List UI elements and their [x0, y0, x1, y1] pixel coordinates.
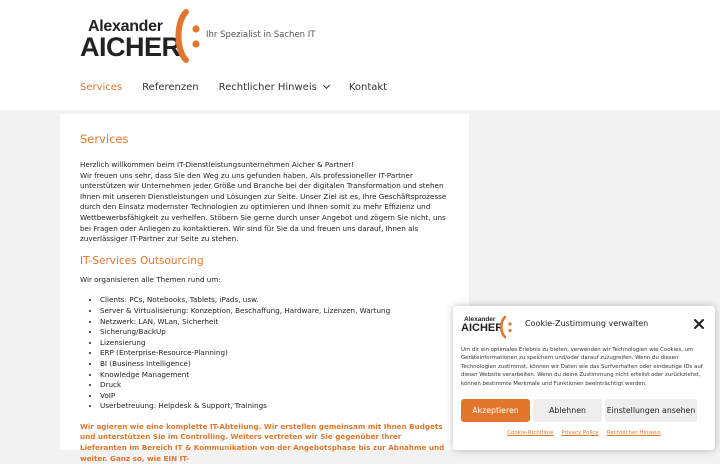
list-item: • Userbetreuung: Helpdesk & Support, Trainings — [100, 401, 449, 412]
intro-paragraph — [80, 160, 449, 245]
site-logo[interactable] — [80, 10, 205, 62]
cookie-links — [453, 430, 715, 436]
logo-bracket-icon — [499, 316, 513, 338]
close-icon[interactable] — [693, 318, 705, 330]
nav-item-label: Referenzen — [142, 81, 199, 93]
section-heading-outsourcing: IT-Services Outsourcing — [80, 254, 204, 267]
cookie-description: Um dir ein optimales Erlebnis zu bieten, verwenden wir Technologien wie Cookies, um Geräteinformationen zu speichern und/oder darauf zuzugreifen. Wenn du diesen Technologien zustimmst, können wir Daten wie das Surfverhalten oder eindeutige IDs auf dieser Website verarbeiten. Wenn du deine Zustimmung nicht erteilst oder zurückziehst, können bestimmte Merkmale und Funktionen beeinträchtigt werden. — [461, 347, 703, 387]
list-item: • ERP (Enterprise-Resource-Planning) — [100, 348, 449, 359]
site-header — [0, 0, 720, 110]
cookie-logo-last-name: AICHER — [461, 322, 504, 334]
page-title: Services — [80, 132, 129, 146]
nav-item-kontakt[interactable] — [339, 72, 397, 102]
list-item: • Netzwerk: LAN, WLan, Sicherheit — [100, 317, 449, 328]
nav-item-services[interactable] — [70, 72, 132, 102]
intro-welcome: Herzlich willkommen beim IT-Dienstleistungsunternehmen Aicher & Partner! — [80, 160, 354, 169]
list-item: • VoIP — [100, 391, 449, 402]
cookie-button-row — [461, 399, 707, 422]
list-item: • Sicherung/BackUp — [100, 327, 449, 338]
main-content — [60, 114, 469, 463]
cookie-dialog-title: Cookie-Zustimmung verwalten — [525, 319, 649, 328]
list-intro: Wir organisieren alle Themen rund um: — [80, 274, 221, 284]
logo-first-name: Alexander — [88, 18, 163, 35]
list-item: • Druck — [100, 380, 449, 391]
deny-button[interactable]: Ablehnen — [533, 399, 602, 422]
nav-item-rechtlicher-hinweis[interactable] — [209, 72, 339, 102]
cookie-logo — [461, 314, 511, 336]
view-settings-button[interactable]: Einstellungen ansehen — [605, 399, 697, 422]
main-nav — [70, 72, 397, 102]
site-tagline: Ihr Spezialist in Sachen IT — [206, 30, 316, 40]
logo-bracket-icon — [172, 10, 202, 62]
chevron-down-icon — [323, 82, 330, 89]
list-item: • Clients: PCs, Notebooks, Tablets, iPads, usw. — [100, 295, 449, 306]
intro-body: Wir freuen uns sehr, dass Sie den Weg zu uns gefunden haben. Als professioneller IT-Partner unterstützen wir Unternehmen jeder Größe und Branche bei der digitalen Transformation und stehen Ihnen mit unseren Dienstleistungen und Lösungen zur Seite. Unser Ziel ist es, Ihre Geschäftsprozesse durch den Einsatz modernster Technologien zu optimieren und Ihnen somit zu mehr Effizienz und Wettbewerbsfähigkeit zu verhelfen. Stöbern Sie gerne durch unser Angebot und zögern Sie nicht, uns bei Fragen oder Anliegen zu kontaktieren. Wir sind für Sie da und freuen uns darauf, Ihnen als zuverlässiger IT-Partner zur Seite zu stehen. — [80, 170, 447, 244]
legal-notice-link[interactable]: Rechtlicher Hinweis — [606, 430, 661, 436]
highlight-paragraph: Wir agieren wie eine komplette IT-Abteilung. Wir erstellen gemeinsam mit Ihnen Budgets und unterstützen Sie im Controlling. Weiters vertreten wir Sie gegenüber Ihrer Lieferanten im Bereich IT & Kommunikation von der Angebotsphase bis zur Abnahme und weiter. Ganz so, wie EIN IT- — [80, 421, 445, 463]
cookie-consent-dialog — [453, 306, 715, 450]
services-list — [80, 295, 449, 412]
list-item: • BI (Business Intelligence) — [100, 359, 449, 370]
accept-button[interactable]: Akzeptieren — [461, 399, 530, 422]
list-item: • Server & Virtualisierung: Konzeption, Beschaffung, Hardware, Lizenzen, Wartung — [100, 306, 449, 317]
nav-item-referenzen[interactable] — [132, 72, 208, 102]
cookie-logo-first-name: Alexander — [464, 316, 496, 323]
nav-item-label: Services — [80, 81, 123, 93]
nav-item-label: Kontakt — [348, 81, 388, 93]
list-item: • Lizensierung — [100, 338, 449, 349]
cookie-policy-link[interactable]: Cookie-Richtlinie — [507, 430, 554, 436]
privacy-policy-link[interactable]: Privacy Policy — [561, 430, 599, 436]
nav-item-label: Rechtlicher Hinweis — [218, 81, 317, 93]
list-item: • Knowledge Management — [100, 370, 449, 381]
logo-last-name: AICHER — [80, 32, 181, 62]
